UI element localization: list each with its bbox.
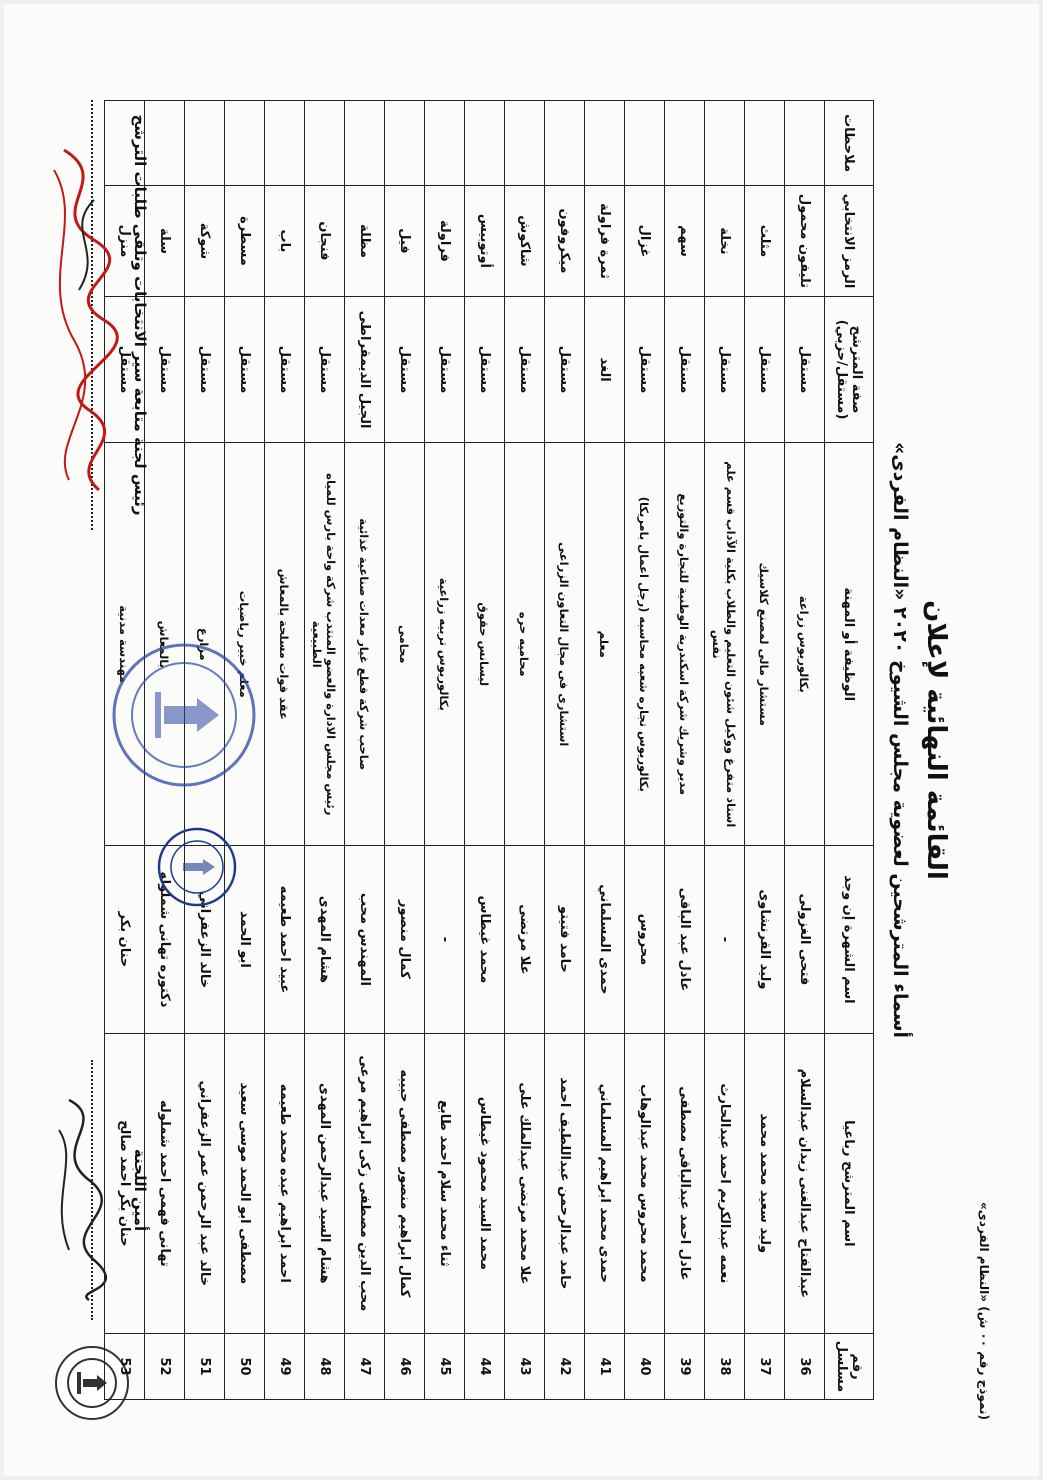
cell-occupation: معلم خبير رياضيات [225,443,265,846]
cell-candidate-name: محمد السيد محمود غيطاس [465,1033,505,1333]
cell-nickname: - [705,846,745,1034]
form-number-note: (نموذج رقم ٠٠ ش) «النظام الفردى» [977,1201,991,1420]
cell-serial: 53 [105,1333,145,1399]
cell-capacity: مستقل [545,296,585,443]
cell-capacity: مستقل [145,296,185,443]
cell-nickname: المهندس محب [345,846,385,1034]
table-row [665,101,705,1400]
cell-capacity: مستقل [465,296,505,443]
cell-symbol: سهم [665,186,705,297]
cell-nickname: فتحى الغزولى [785,846,825,1034]
cell-notes [545,101,585,186]
cell-notes [305,101,345,186]
cell-capacity: مستقل [425,296,465,443]
document-paper [4,4,1039,1476]
cell-candidate-name: كمال ابراهيم منصور مصطفى حبيبه [385,1033,425,1333]
table-row [505,101,545,1400]
cell-symbol: فنجان [305,186,345,297]
cell-occupation: استاذ متفرغ ووكيل شئون التعليم والطلاب بكلية الآداب قسم علم نفس [705,443,745,846]
cell-nickname: حنان بكر [105,846,145,1034]
republic-stamp-icon [155,825,239,909]
cell-serial: 46 [385,1333,425,1399]
cell-occupation: ليسانس حقوق [465,443,505,846]
cell-capacity: مستقل [305,296,345,443]
cell-notes [625,101,665,186]
cell-occupation: مدير وشريك شركة اسكندرية الوطنية للتجارة والتوزيع [665,443,705,846]
cell-occupation: بكالوريوس تجاره شعبه محاسبه (رجل اعمال بامريكا) [625,443,665,846]
cell-nickname: محمد غيطاس [465,846,505,1034]
cell-candidate-name: حمدى محمد ابراهيم المسلماني [585,1033,625,1333]
cell-serial: 39 [665,1333,705,1399]
cell-nickname: خالد الزعفراني [185,846,225,1034]
header-symbol: الرمز الانتخابي [825,186,874,297]
header-notes: ملاحظات [825,101,874,186]
cell-occupation: صاحب شركة قطع غيار معدات صناعية غذائية [345,443,385,846]
cell-serial: 51 [185,1333,225,1399]
cell-symbol: أوتوبيس [465,186,505,297]
cell-occupation: استشارى فى مجال التعاون الزراعى [545,443,585,846]
cell-notes [705,101,745,186]
cell-symbol: فراولة [425,186,465,297]
cell-capacity: الغد [585,296,625,443]
cell-occupation: محاميه حره [505,443,545,846]
cell-serial: 36 [785,1333,825,1399]
cell-occupation: بالمعاش [145,443,185,846]
committee-secretary-caption: أمين اللجنة [131,1148,149,1232]
cell-nickname: - [425,846,465,1034]
header-nickname: اسم الشهرة إن وجد [825,846,874,1034]
cell-occupation: بكالوريوس تربيه زراعية [425,443,465,846]
cell-capacity: مستقل [225,296,265,443]
header-capacity: صفة المترشح (مستقل/حزبي) [825,296,874,443]
rotated-page [9,20,1029,1460]
cell-notes [745,101,785,186]
cell-candidate-name: محمد محروس محمد عبدالوهاب [625,1033,665,1333]
cell-serial: 50 [225,1333,265,1399]
cell-capacity: مستقل [665,296,705,443]
page-title: القائمة النهائية لإعلان [921,600,951,880]
committee-secretary-signature-icon [39,1090,119,1310]
cell-nickname: كمال منصور [385,846,425,1034]
cell-candidate-name: محب الدين مصطفى زكى ابراهيم مرعى [345,1033,385,1333]
cell-occupation: مهندسة مدنية [105,443,145,846]
cell-candidate-name: تهانى فهمى احمد شملوله [145,1033,185,1333]
cell-symbol: شوكة [185,186,225,297]
cell-nickname: عادل عبد الباقى [665,846,705,1034]
cell-candidate-name: هشام السيد عبدالرحمن المهدى [305,1033,345,1333]
header-serial: رقم مسلسل [825,1333,874,1399]
cell-symbol: مثلث [745,186,785,297]
header-candidate-name: اسم المترشح رباعيا [825,1033,874,1333]
cell-nickname: حمدى المسلماني [585,846,625,1034]
cell-notes [185,101,225,186]
cell-occupation: عقد قوات مسلحة بالمعاش [265,443,305,846]
table-row [265,101,305,1400]
cell-candidate-name: علا محمد مرتضى عبدالملك على [505,1033,545,1333]
cell-occupation: بكالوريوس زراعة [785,443,825,846]
cell-capacity: مستقل [265,296,305,443]
committee-head-caption: رئيس لجنة متابعة سير الانتخابات وتلقى طلبات الترشح [131,114,149,516]
cell-notes [785,101,825,186]
cell-symbol: مسطرة [225,186,265,297]
cell-occupation: معلم [585,443,625,846]
cell-symbol: غزال [625,186,665,297]
cell-candidate-name: احمد ابراهيم عبده محمد طعيمه [265,1033,305,1333]
table-row [345,101,385,1400]
cell-serial: 47 [345,1333,385,1399]
cell-nickname: محروس [625,846,665,1034]
cell-nickname: حامد فتيتو [545,846,585,1034]
cell-candidate-name: نعمه عبدالكريم احمد عبدالحارث [705,1033,745,1333]
cell-notes [425,101,465,186]
cell-capacity: مستقل [505,296,545,443]
cell-notes [505,101,545,186]
cell-serial: 48 [305,1333,345,1399]
cell-occupation: مزارع [185,443,225,846]
table-row [305,101,345,1400]
cell-symbol: فيل [385,186,425,297]
table-row [745,101,785,1400]
cell-serial: 40 [625,1333,665,1399]
cell-candidate-name: عبدالفتاح عبدالغنى زيدان عبدالسلام [785,1033,825,1333]
cell-serial: 52 [145,1333,185,1399]
cell-symbol: باب [265,186,305,297]
cell-symbol: ثمرة فراولة [585,186,625,297]
cell-candidate-name: مصطفى ابو الحمد موسى سعيد [225,1033,265,1333]
cell-serial: 49 [265,1333,305,1399]
cell-notes [665,101,705,186]
table-row [585,101,625,1400]
cell-capacity: مستقل [745,296,785,443]
table-row [465,101,505,1400]
official-seal-icon [109,640,259,790]
cell-symbol: شاكوش [505,186,545,297]
cell-capacity: مستقل [185,296,225,443]
cell-serial: 41 [585,1333,625,1399]
cell-capacity: مستقل [385,296,425,443]
cell-symbol: نخلة [705,186,745,297]
cell-candidate-name: خالد عبد الرحمن عمر الزعفراني [185,1033,225,1333]
cell-serial: 44 [465,1333,505,1399]
table-row [385,101,425,1400]
table-header-row [825,101,874,1400]
cell-notes [225,101,265,186]
cell-candidate-name: عادل احمد عبدالباقى مصطفى [665,1033,705,1333]
table-row [625,101,665,1400]
cell-notes [385,101,425,186]
cell-capacity: مستقل [625,296,665,443]
cell-notes [345,101,385,186]
cell-serial: 43 [505,1333,545,1399]
cell-capacity: الجيل الديمقراطى [345,296,385,443]
cell-nickname: دكتوره تهانى شملوله [145,846,185,1034]
cell-candidate-name: حنان بكر احمد صالح [105,1033,145,1333]
cell-nickname: علا مرتضى [505,846,545,1034]
cell-serial: 45 [425,1333,465,1399]
cell-serial: 38 [705,1333,745,1399]
header-occupation: الوظيفة أو المهنة [825,443,874,846]
cell-nickname: عبيد احمد طعيمه [265,846,305,1034]
cell-occupation: رئيس مجلس الادارة والعضو المنتدب شركة واحة بارس للمياه الطبيعية [305,443,345,846]
cell-symbol: مظلة [345,186,385,297]
cell-candidate-name: حامد عبدالرحمن عبداللطيف احمد [545,1033,585,1333]
cell-candidate-name: ثناء محمد سلام احمد طابع [425,1033,465,1333]
cell-capacity: مستقل [105,296,145,443]
cell-symbol: سلة [145,186,185,297]
table-row [545,101,585,1400]
cell-nickname: وليد القرنشاوى [745,846,785,1034]
cell-occupation: محامى [385,443,425,846]
cell-symbol: منزل [105,186,145,297]
page-subtitle: أسماء المترشحين لعضوية مجلس الشيوخ ٢٠٢٠ «النظام الفردى» [889,441,911,1039]
cell-candidate-name: وليد سعيد محمد محمد [745,1033,785,1333]
cell-notes [585,101,625,186]
committee-head-signature-icon [34,140,124,500]
table-row [425,101,465,1400]
cell-nickname: هشام المهدى [305,846,345,1034]
cell-serial: 37 [745,1333,785,1399]
cell-notes [145,101,185,186]
cell-notes [465,101,505,186]
cell-serial: 42 [545,1333,585,1399]
cell-symbol: تليفون محمول [785,186,825,297]
cell-notes [265,101,305,186]
cell-capacity: مستقل [785,296,825,443]
cell-capacity: مستقل [705,296,745,443]
cell-occupation: مستشار مالى لمصنع كلاسيك [745,443,785,846]
cell-symbol: ميكروفون [545,186,585,297]
table-row [785,101,825,1400]
table-row [705,101,745,1400]
cell-nickname: ابو الحمد [225,846,265,1034]
